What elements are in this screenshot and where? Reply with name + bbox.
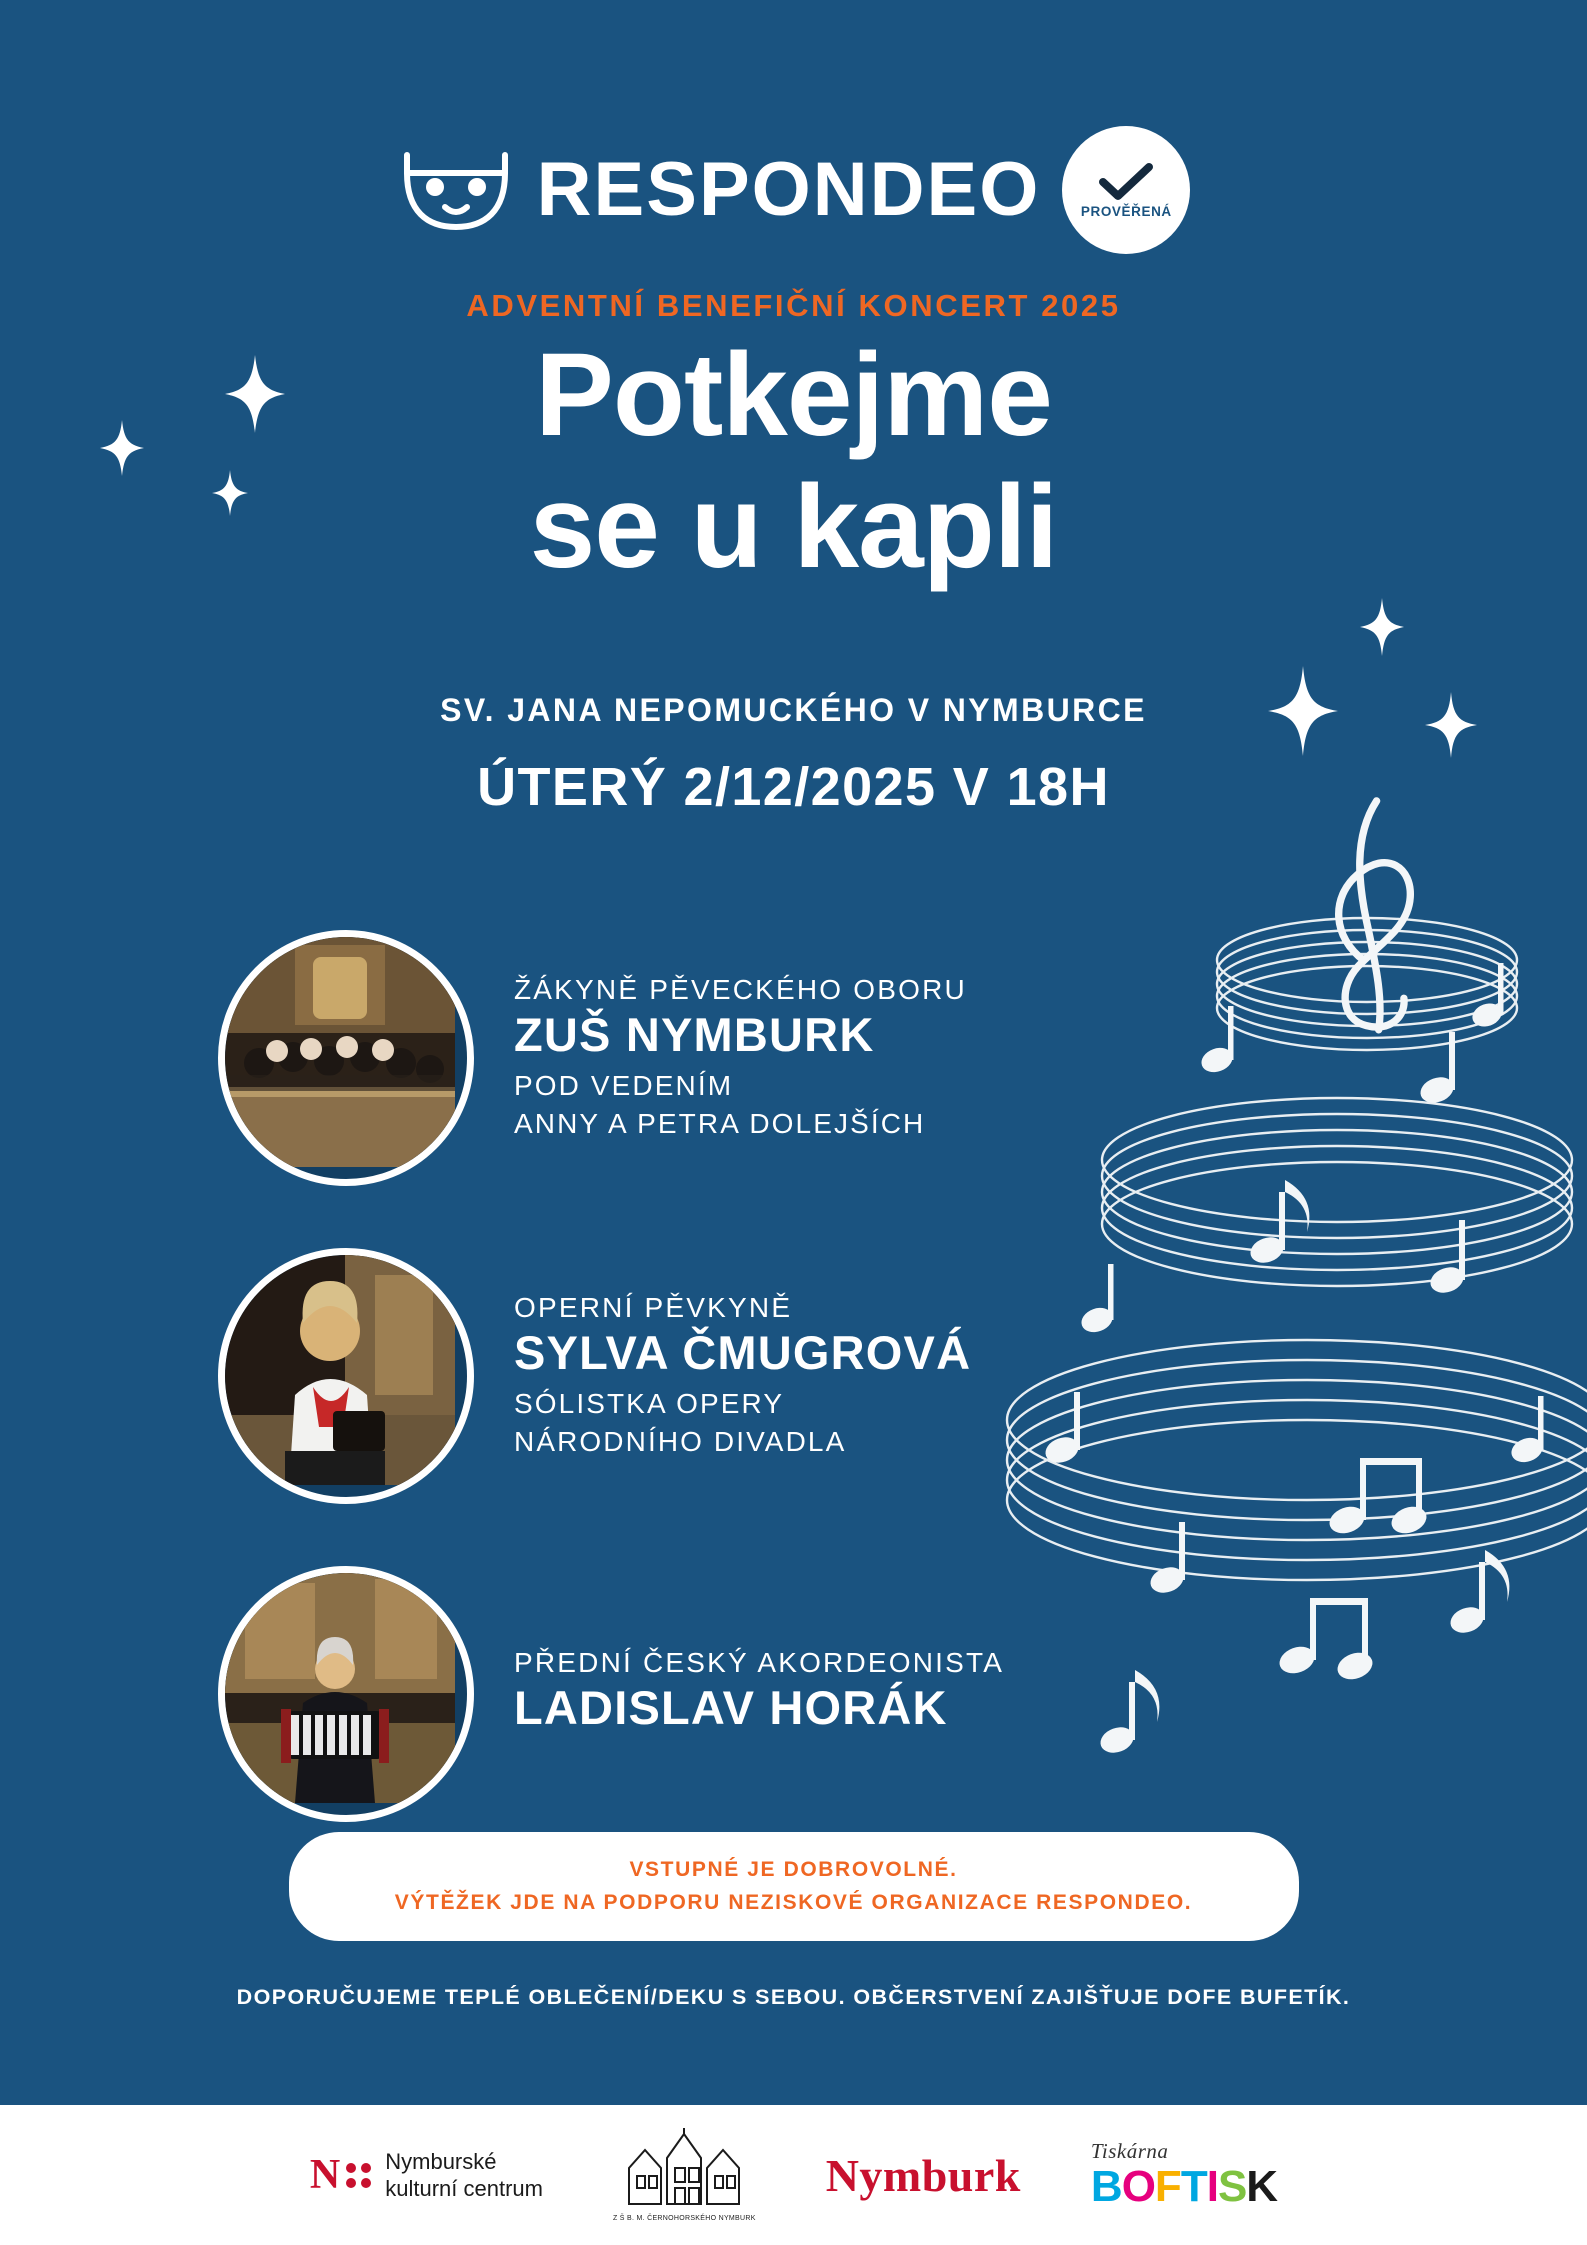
- performer-note-2: NÁRODNÍHO DIVADLA: [514, 1425, 847, 1457]
- list-item: [218, 1248, 1088, 1504]
- performer-name: LADISLAV HORÁK: [514, 1681, 948, 1735]
- verified-label: PROVĚŘENÁ: [1080, 203, 1172, 219]
- verified-badge: [1062, 126, 1190, 254]
- zus-building-icon: [625, 2195, 743, 2212]
- performer-note-2: ANNY A PETRA DOLEJŠÍCH: [514, 1107, 926, 1139]
- nkc-line-1: Nymburské: [385, 2148, 497, 2174]
- boftisk-f: F: [1154, 2162, 1181, 2211]
- boftisk-t: T: [1180, 2162, 1207, 2211]
- notice-line-2: VÝTĚŽEK JDE NA PODPORU NEZISKOVÉ ORGANIZACE RESPONDEO.: [394, 1890, 1193, 1914]
- logo-city-nymburk: Nymburk: [825, 2149, 1021, 2201]
- performer-name: SYLVA ČMUGROVÁ: [514, 1325, 972, 1379]
- footnote-text: DOPORUČUJEME TEPLÉ OBLEČENÍ/DEKU S SEBOU. OBČERSTVENÍ ZAJIŠŤUJE DOFE BUFETÍK.: [236, 1985, 1351, 2009]
- sponsor-footer: [0, 2105, 1587, 2245]
- logo-zus: [613, 2128, 756, 2222]
- performer-role: OPERNÍ PĚVKYNĚ: [514, 1291, 793, 1323]
- brand-header: [0, 126, 1587, 254]
- singer-photo: [225, 1255, 467, 1497]
- boftisk-s: S: [1217, 2162, 1247, 2211]
- logo-boftisk: [1091, 2141, 1277, 2209]
- title-line-2: se u kapli: [529, 461, 1058, 593]
- zus-caption: Z Š B. M. ČERNOHORSKÉHO NYMBURK: [612, 2215, 756, 2222]
- nkc-line-2: kulturní centrum: [385, 2176, 543, 2201]
- check-icon: [1098, 162, 1154, 202]
- performer-note-1: SÓLISTKA OPERY: [514, 1387, 785, 1419]
- accordionist-photo: [225, 1573, 467, 1815]
- boftisk-top-label: Tiskárna: [1090, 2139, 1169, 2163]
- boftisk-wordmark: [1090, 2162, 1278, 2211]
- venue-subtitle: SV. JANA NEPOMUCKÉHO V NYMBURCE: [440, 692, 1147, 728]
- admission-notice: [289, 1832, 1299, 1941]
- avatar: [218, 1248, 474, 1504]
- brand-name: RESPONDEO: [536, 147, 1041, 232]
- logo-nymburske-kulturni-centrum: [310, 2148, 543, 2203]
- performer-name: ZUŠ NYMBURK: [514, 1007, 875, 1061]
- boftisk-o: O: [1121, 2162, 1155, 2211]
- nkc-mark-icon: N: [310, 2154, 371, 2196]
- performer-role: ŽÁKYNĚ PĚVECKÉHO OBORU: [514, 973, 967, 1005]
- performer-note-1: POD VEDENÍM: [514, 1069, 734, 1101]
- nkc-label: [385, 2148, 543, 2203]
- title-line-1: Potkejme: [535, 329, 1052, 461]
- choir-photo: [225, 937, 467, 1179]
- avatar: [218, 930, 474, 1186]
- performer-list: [218, 930, 1088, 1884]
- list-item: [218, 930, 1088, 1186]
- boftisk-b: B: [1090, 2162, 1122, 2211]
- list-item: [218, 1566, 1088, 1822]
- boftisk-k: K: [1246, 2162, 1278, 2211]
- performer-role: PŘEDNÍ ČESKÝ AKORDEONISTA: [514, 1647, 1005, 1679]
- boftisk-i: I: [1206, 2162, 1218, 2211]
- notice-line-1: VSTUPNÉ JE DOBROVOLNÉ.: [629, 1858, 958, 1881]
- owl-icon: [397, 147, 515, 233]
- sparkle-icon: [1360, 598, 1404, 656]
- page-title: [0, 329, 1587, 593]
- avatar: [218, 1566, 474, 1822]
- dots-icon: [346, 2163, 371, 2188]
- event-kicker: ADVENTNÍ BENEFIČNÍ KONCERT 2025: [466, 288, 1121, 323]
- event-datetime: ÚTERÝ 2/12/2025 V 18H: [477, 757, 1110, 817]
